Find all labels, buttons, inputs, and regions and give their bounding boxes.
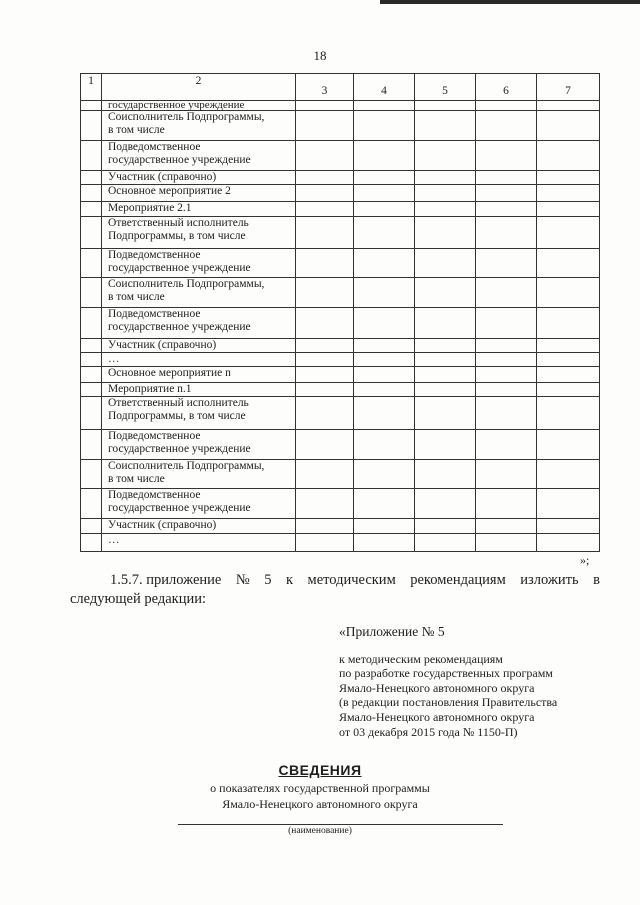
row-label: Ответственный исполнитель Подпрограммы, в том числе (102, 217, 296, 249)
appendix-block (339, 625, 609, 739)
table-cell (476, 308, 537, 339)
table-cell (81, 367, 102, 383)
table-cell (415, 519, 476, 534)
table-row (81, 383, 600, 397)
table-cell (296, 171, 354, 185)
table-cell (415, 101, 476, 111)
table-cell (296, 249, 354, 278)
table-cell (537, 489, 600, 519)
table-row (81, 367, 600, 383)
table-cell (81, 185, 102, 202)
table-row (81, 111, 600, 141)
indicator-table (80, 73, 600, 552)
table-cell (415, 202, 476, 217)
column-header: 3 (296, 74, 354, 101)
appendix-line: (в редакции постановления Правительства (339, 695, 558, 710)
row-label: Подведомственное государственное учреждение (102, 430, 296, 460)
table-cell (81, 202, 102, 217)
row-label: Основное мероприятие 2 (102, 185, 296, 202)
scan-top-border (380, 0, 640, 4)
row-label: Подведомственное государственное учреждение (102, 141, 296, 171)
table-cell (537, 367, 600, 383)
row-label: Основное мероприятие n (102, 367, 296, 383)
table-cell (296, 397, 354, 430)
table-row (81, 185, 600, 202)
table-cell (354, 383, 415, 397)
table-row (81, 339, 600, 353)
table-cell (296, 339, 354, 353)
table-cell (354, 111, 415, 141)
row-label: Мероприятие 2.1 (102, 202, 296, 217)
table-cell (476, 185, 537, 202)
table-cell (354, 353, 415, 367)
table-cell (354, 202, 415, 217)
table-cell (537, 141, 600, 171)
table-row (81, 489, 600, 519)
row-label: Соисполнитель Подпрограммы, в том числе (102, 278, 296, 308)
table-cell (537, 460, 600, 489)
table-cell (354, 339, 415, 353)
table-cell (81, 489, 102, 519)
table-closing-quote: »; (580, 553, 590, 567)
paragraph-word: рекомендациям (410, 572, 506, 588)
table-cell (81, 101, 102, 111)
table-cell (81, 308, 102, 339)
table-cell (81, 430, 102, 460)
appendix-line: Ямало-Ненецкого автономного округа (339, 680, 535, 695)
table-cell (296, 430, 354, 460)
table-cell (354, 397, 415, 430)
column-header: 2 (102, 74, 296, 101)
row-label: … (102, 534, 296, 552)
table-cell (537, 171, 600, 185)
table-cell (81, 249, 102, 278)
table-cell (415, 339, 476, 353)
table-cell (537, 185, 600, 202)
table-cell (81, 353, 102, 367)
table-cell (476, 489, 537, 519)
table-cell (354, 278, 415, 308)
table-cell (354, 460, 415, 489)
table-cell (415, 249, 476, 278)
table-cell (81, 278, 102, 308)
table-cell (415, 185, 476, 202)
table-cell (476, 353, 537, 367)
table-cell (415, 489, 476, 519)
table-cell (537, 101, 600, 111)
row-label: Подведомственное государственное учреждение (102, 489, 296, 519)
paragraph-line-1 (70, 571, 600, 590)
column-header: 6 (476, 74, 537, 101)
table-row (81, 202, 600, 217)
table-cell (415, 308, 476, 339)
document-title: СВЕДЕНИЯ (278, 762, 362, 778)
paragraph-word: 1.5.7. приложение (110, 572, 222, 588)
table-row (81, 534, 600, 552)
table-cell (296, 460, 354, 489)
table-cell (81, 519, 102, 534)
table-cell (415, 217, 476, 249)
table-cell (537, 111, 600, 141)
table-cell (476, 217, 537, 249)
paragraph-word: № (235, 572, 250, 588)
table-row (81, 278, 600, 308)
table-cell (476, 534, 537, 552)
table-cell (354, 101, 415, 111)
appendix-line: от 03 декабря 2015 года № 1150-П) (339, 724, 518, 739)
table-cell (296, 111, 354, 141)
table-cell (296, 534, 354, 552)
table-cell (81, 141, 102, 171)
table-cell (354, 141, 415, 171)
name-underline (178, 824, 503, 825)
table-row (81, 171, 600, 185)
table-cell (537, 430, 600, 460)
table-cell (537, 397, 600, 430)
table-cell (415, 111, 476, 141)
table-cell (354, 308, 415, 339)
table-cell (296, 202, 354, 217)
paragraph-word: 5 (264, 572, 272, 588)
row-label: Участник (справочно) (102, 519, 296, 534)
paragraph-word: изложить (520, 572, 579, 588)
table-cell (81, 171, 102, 185)
table-row (81, 141, 600, 171)
table-cell (415, 141, 476, 171)
table-cell (296, 353, 354, 367)
table-cell (415, 278, 476, 308)
table-cell (415, 367, 476, 383)
row-label: государственное учреждение (102, 101, 296, 111)
table-cell (476, 519, 537, 534)
table-cell (537, 308, 600, 339)
table-cell (354, 171, 415, 185)
table-cell (476, 101, 537, 111)
table-row (81, 353, 600, 367)
document-subtitle: Ямало-Ненецкого автономного округа (222, 797, 418, 811)
table-cell (415, 460, 476, 489)
row-label: Участник (справочно) (102, 339, 296, 353)
paragraph-word: к (285, 572, 294, 588)
appendix-line: к методическим рекомендациям (339, 651, 503, 666)
document-subtitle: о показателях государственной программы (210, 781, 430, 795)
table-cell (354, 430, 415, 460)
table-cell (476, 367, 537, 383)
row-label: … (102, 353, 296, 367)
table-cell (537, 217, 600, 249)
table-cell (476, 111, 537, 141)
table-cell (296, 217, 354, 249)
table-cell (476, 383, 537, 397)
table-cell (296, 308, 354, 339)
row-label: Ответственный исполнитель Подпрограммы, в том числе (102, 397, 296, 430)
table-cell (81, 397, 102, 430)
amendment-paragraph (70, 571, 600, 609)
table-cell (354, 249, 415, 278)
table-cell (415, 534, 476, 552)
table-cell (354, 217, 415, 249)
table-cell (296, 141, 354, 171)
table-cell (537, 249, 600, 278)
table-cell (476, 460, 537, 489)
table-cell (415, 397, 476, 430)
row-label: Соисполнитель Подпрограммы, в том числе (102, 111, 296, 141)
table-cell (415, 171, 476, 185)
row-label: Участник (справочно) (102, 171, 296, 185)
table-cell (537, 353, 600, 367)
appendix-line: Ямало-Ненецкого автономного округа (339, 709, 535, 724)
table-cell (296, 101, 354, 111)
paragraph-line-2: следующей редакции: (70, 591, 207, 607)
paragraph-word: в (593, 572, 600, 588)
table-row (81, 101, 600, 111)
table-cell (81, 460, 102, 489)
table-cell (296, 383, 354, 397)
table-cell (415, 353, 476, 367)
table-cell (296, 367, 354, 383)
table-row (81, 430, 600, 460)
column-header: 5 (415, 74, 476, 101)
table-row (81, 308, 600, 339)
table-cell (476, 430, 537, 460)
page-number: 18 (313, 48, 327, 63)
table-cell (537, 519, 600, 534)
table-cell (296, 185, 354, 202)
table-cell (476, 171, 537, 185)
table-cell (537, 202, 600, 217)
table-cell (476, 141, 537, 171)
appendix-line: по разработке государственных программ (339, 666, 553, 681)
table-cell (537, 383, 600, 397)
table-cell (476, 397, 537, 430)
table-header-row (81, 74, 600, 101)
table-row (81, 397, 600, 430)
table-cell (476, 278, 537, 308)
table-cell (354, 519, 415, 534)
paragraph-word: методическим (307, 572, 396, 588)
table-row (81, 249, 600, 278)
row-label: Мероприятие n.1 (102, 383, 296, 397)
table-cell (354, 534, 415, 552)
row-label: Соисполнитель Подпрограммы, в том числе (102, 460, 296, 489)
table-row (81, 217, 600, 249)
table-cell (354, 185, 415, 202)
table-cell (476, 202, 537, 217)
table-cell (81, 383, 102, 397)
table-cell (476, 249, 537, 278)
table-cell (415, 383, 476, 397)
table-cell (354, 367, 415, 383)
table-cell (81, 217, 102, 249)
table-cell (81, 534, 102, 552)
name-caption: (наименование) (288, 826, 352, 836)
table-row (81, 519, 600, 534)
table-cell (476, 339, 537, 353)
table-cell (537, 278, 600, 308)
table-cell (81, 111, 102, 141)
table-cell (296, 489, 354, 519)
column-header: 7 (537, 74, 600, 101)
column-header: 1 (81, 74, 102, 101)
table-cell (81, 339, 102, 353)
row-label: Подведомственное государственное учреждение (102, 308, 296, 339)
table-cell (537, 339, 600, 353)
table-cell (296, 278, 354, 308)
appendix-heading: «Приложение № 5 (339, 624, 445, 639)
table-row (81, 460, 600, 489)
table-cell (296, 519, 354, 534)
row-label: Подведомственное государственное учреждение (102, 249, 296, 278)
column-header: 4 (354, 74, 415, 101)
table-cell (537, 534, 600, 552)
table-cell (354, 489, 415, 519)
table-cell (415, 430, 476, 460)
